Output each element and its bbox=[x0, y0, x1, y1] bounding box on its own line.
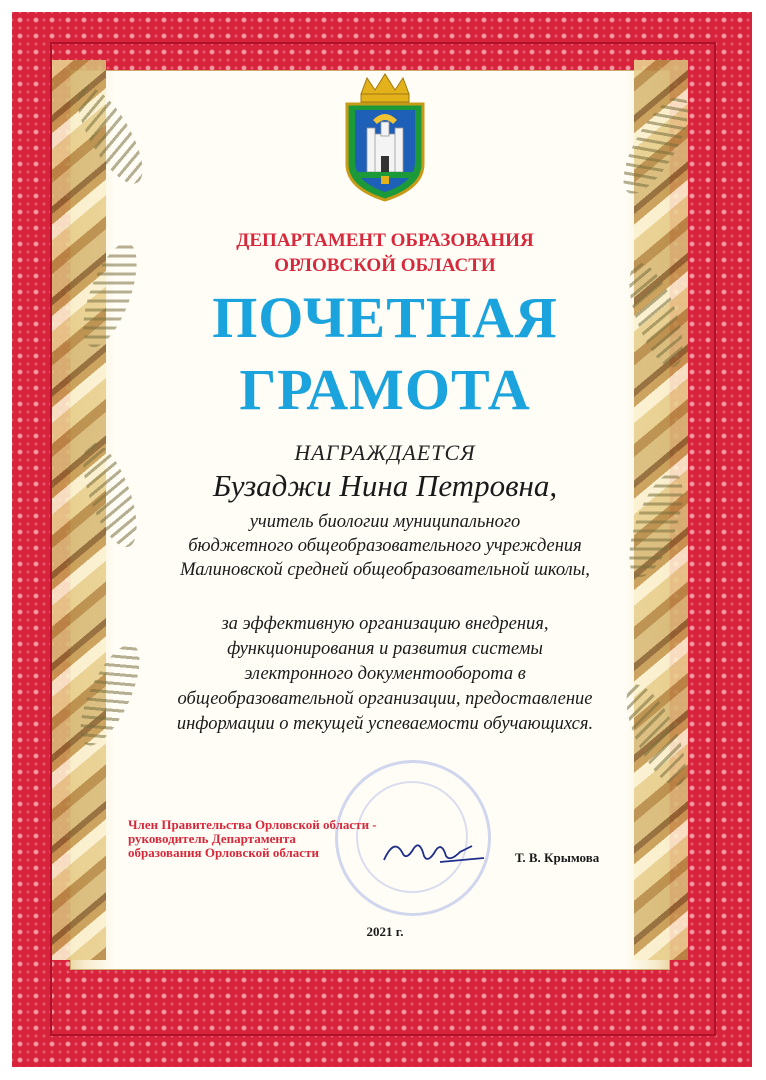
signer-title-line: Член Правительства Орловской области - bbox=[128, 817, 377, 832]
recipient-name: Бузаджи Нина Петровна, bbox=[212, 468, 558, 503]
position-line: Малиновской средней общеобразовательной школы, bbox=[180, 560, 590, 580]
department-heading bbox=[120, 228, 650, 278]
certificate-title: ГРАМОТА bbox=[239, 357, 531, 422]
signer-title-line: образования Орловской области bbox=[128, 845, 319, 860]
recipient-position bbox=[120, 510, 650, 582]
certificate-title: ПОЧЕТНАЯ bbox=[212, 285, 558, 350]
reason-line: за эффективную организацию внедрения, bbox=[221, 614, 549, 634]
award-reason bbox=[120, 612, 650, 737]
reason-line: информации о текущей успеваемости обучающихся. bbox=[176, 714, 594, 734]
position-line: учитель биологии муниципального bbox=[249, 512, 521, 532]
coat-of-arms-icon bbox=[343, 72, 427, 202]
awarded-label: НАГРАЖДАЕТСЯ bbox=[294, 440, 476, 465]
issue-year: 2021 г. bbox=[366, 924, 404, 939]
signer-name: Т. В. Крымова bbox=[515, 850, 600, 865]
department-line: ОРЛОВСКОЙ ОБЛАСТИ bbox=[274, 255, 496, 276]
signer-title bbox=[128, 818, 418, 860]
position-line: бюджетного общеобразовательного учреждения bbox=[188, 536, 582, 556]
department-line: ДЕПАРТАМЕНТ ОБРАЗОВАНИЯ bbox=[236, 230, 534, 251]
reason-line: функционирования и развития системы bbox=[227, 639, 543, 659]
reason-line: общеобразовательной организации, предоставление bbox=[177, 689, 593, 709]
signature-icon bbox=[380, 832, 490, 872]
reason-line: электронного документооборота в bbox=[244, 664, 526, 684]
signer-title-line: руководитель Департамента bbox=[128, 831, 296, 846]
